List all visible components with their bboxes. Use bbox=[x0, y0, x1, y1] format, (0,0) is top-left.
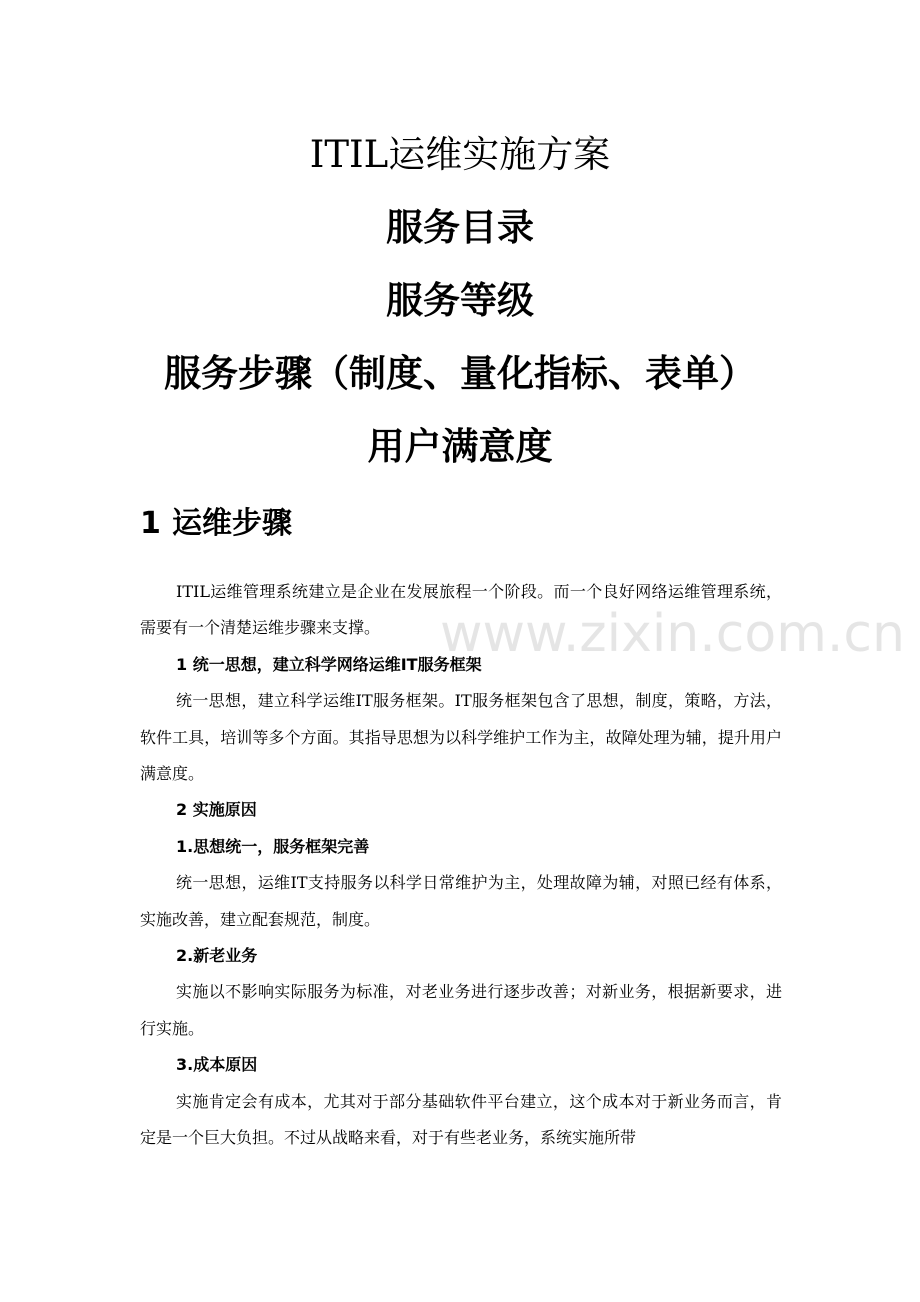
paragraph-cost: 实施肯定会有成本，尤其对于部分基础软件平台建立，这个成本对于新业务而言，肯定是一个巨大负担。不过从战略来看，对于有些老业务，系统实施所带 bbox=[140, 1091, 782, 1148]
paragraph-unify: 统一思想，运维IT支持服务以科学日常维护为主，处理故障为辅，对照已经有体系，实施改善，建立配套规范，制度。 bbox=[140, 873, 782, 929]
title-line-4: 服务步骤（制度、量化指标、表单） bbox=[164, 352, 756, 395]
section-number: 1 bbox=[140, 506, 161, 541]
subheading-2: 2 实施原因 bbox=[176, 800, 257, 820]
title-line-1: ITIL运维实施方案 bbox=[309, 133, 611, 176]
section-title: 运维步骤 bbox=[172, 506, 292, 541]
section-heading bbox=[140, 502, 292, 546]
watermark: www.zixin.com.cn bbox=[440, 604, 905, 664]
paragraph-intro: ITIL运维管理系统建立是企业在发展旅程一个阶段。而一个良好网络运维管理系统，需要有一个清楚运维步骤来支撑。 bbox=[140, 582, 782, 638]
subheading-2-2: 2.新老业务 bbox=[176, 946, 258, 966]
title-line-3: 服务等级 bbox=[386, 279, 534, 322]
subheading-2-1: 1.思想统一，服务框架完善 bbox=[176, 836, 370, 856]
title-line-5: 用户满意度 bbox=[367, 425, 553, 468]
document-body bbox=[140, 574, 782, 1157]
paragraph-business: 实施以不影响实际服务为标准，对老业务进行逐步改善；对新业务，根据新要求，进行实施。 bbox=[140, 982, 782, 1038]
paragraph-framework: 统一思想，建立科学运维IT服务框架。IT服务框架包含了思想，制度，策略，方法，软件工具，培训等多个方面。其指导思想为以科学维护工作为主，故障处理为辅，提升用户满意度。 bbox=[140, 691, 782, 784]
subheading-2-3: 3.成本原因 bbox=[176, 1055, 258, 1075]
subheading-1: 1 统一思想，建立科学网络运维IT服务框架 bbox=[176, 654, 482, 674]
title-block bbox=[0, 118, 920, 483]
title-line-2: 服务目录 bbox=[386, 206, 534, 249]
